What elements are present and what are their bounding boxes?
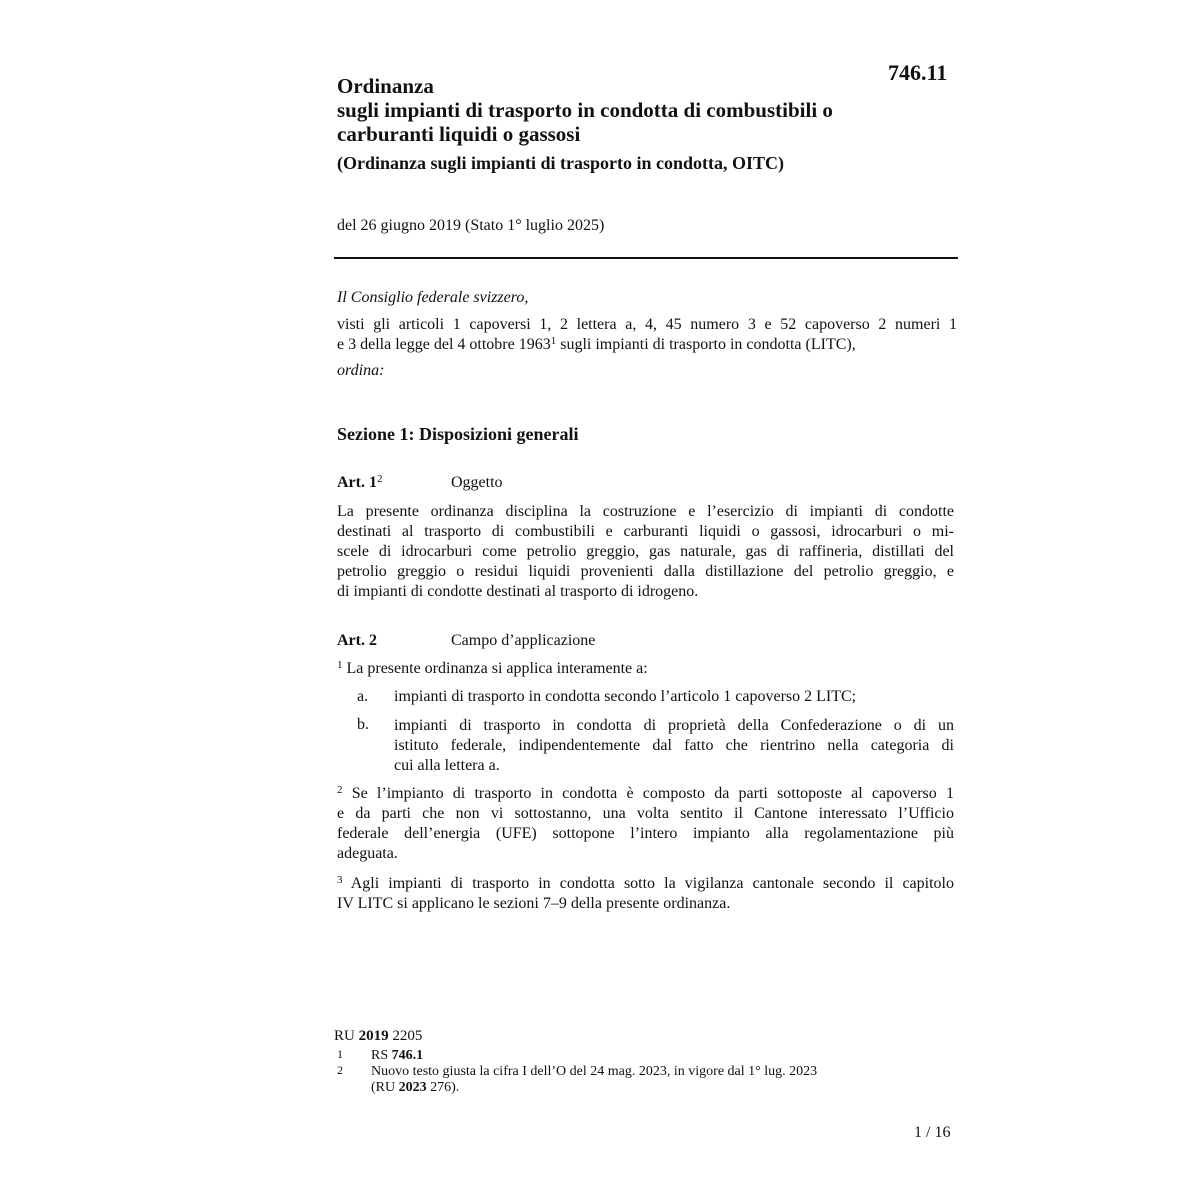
paragraph-text: Se l’impianto di trasporto in condotta è composto da parti sottoposte al capoverso 1: [342, 785, 954, 802]
title-line: carburanti liquidi o gassosi: [337, 122, 581, 146]
body-line: scele di idrocarburi come petrolio greggio, gas naturale, gas di raffineria, distillati del: [337, 543, 954, 560]
list-item-a: impianti di trasporto in condotta secondo l’articolo 1 capoverso 2 LITC;: [394, 688, 857, 705]
list-letter-a: a.: [357, 688, 369, 705]
footnote-number-1: 1: [337, 1047, 343, 1061]
footnote-text: (RU: [371, 1080, 399, 1095]
body-line: destinati al trasporto di combustibili e carburanti liquidi o gassosi, idrocarburi o mi-: [337, 523, 954, 540]
footnote-number-2: 2: [337, 1063, 343, 1077]
footnote-year: 2023: [398, 1080, 427, 1095]
footnote-line: [371, 1080, 817, 1096]
footnote-2: [371, 1064, 817, 1096]
footnote-ref-bold: 746.1: [391, 1048, 424, 1063]
footnote-ref-1[interactable]: 1: [550, 335, 557, 347]
article-1-body: [337, 502, 954, 602]
list-item-line: impianti di trasporto in condotta di proprietà della Confederazione o di un: [394, 717, 954, 734]
document-number: 746.11: [888, 60, 948, 85]
footnote-text: RS: [371, 1048, 392, 1063]
paragraph-line: e da parti che non vi sottostanno, una volta sentito il Cantone interessato l’Ufficio: [337, 805, 954, 822]
preamble-orders: ordina:: [337, 362, 385, 379]
article-label-text: Art. 1: [337, 474, 377, 491]
paragraph-text: La presente ordinanza si applica interamente a:: [342, 660, 648, 677]
paragraph-number: 2: [337, 784, 343, 796]
article-2-title: Campo d’applicazione: [451, 632, 596, 649]
paragraph-number: 3: [337, 874, 343, 886]
section-heading: Sezione 1: Disposizioni generali: [337, 424, 579, 444]
paragraph-line: federale dell’energia (UFE) sottopone l’intero impianto alla regolamentazione più: [337, 825, 954, 842]
article-1-label: [337, 474, 382, 492]
preamble-line-text: sugli impianti di trasporto in condotta (LITC),: [556, 336, 856, 353]
preamble-line-text: e 3 della legge del 4 ottobre 1963: [337, 336, 551, 353]
paragraph-2: [337, 784, 954, 864]
paragraph-line: IV LITC si applicano le sezioni 7–9 della presente ordinanza.: [337, 895, 731, 912]
body-line: di impianti di condotte destinati al trasporto di idrogeno.: [337, 583, 699, 600]
footnote-line: Nuovo testo giusta la cifra I dell’O del 24 mag. 2023, in vigore dal 1° lug. 2023: [371, 1064, 818, 1079]
document-date: del 26 giugno 2019 (Stato 1° luglio 2025): [337, 217, 605, 234]
publication-reference: [334, 1028, 422, 1044]
ru-page: 2205: [388, 1028, 423, 1044]
body-line: petrolio greggio o residui liquidi provenienti dalla distillazione del petrolio greggio, e: [337, 563, 954, 580]
footnote-ref-2[interactable]: 2: [376, 473, 383, 485]
preamble-line: visti gli articoli 1 capoversi 1, 2 lettera a, 4, 45 numero 3 e 52 capoverso 2 numeri 1: [337, 316, 957, 333]
ru-prefix: RU: [334, 1028, 359, 1044]
preamble-text: [337, 315, 957, 355]
preamble-authority: Il Consiglio federale svizzero,: [337, 289, 529, 306]
body-line: La presente ordinanza disciplina la costruzione e l’esercizio di impianti di condotte: [337, 503, 954, 520]
paragraph-text: Agli impianti di trasporto in condotta sotto la vigilanza cantonale secondo il capitolo: [342, 875, 954, 892]
paragraph-line: [337, 784, 954, 804]
document-title: [337, 74, 957, 146]
paragraph-1: [337, 660, 648, 678]
paragraph-line: adeguata.: [337, 845, 398, 862]
page-indicator: 1 / 16: [914, 1124, 951, 1141]
article-1-title: Oggetto: [451, 474, 503, 491]
header-divider: [334, 257, 958, 259]
list-item-b: [394, 716, 954, 776]
list-letter-b: b.: [357, 716, 369, 733]
preamble-line: [337, 335, 957, 355]
document-subtitle: (Ordinanza sugli impianti di trasporto in condotta, OITC): [337, 153, 785, 173]
footnote-text: 276).: [426, 1080, 460, 1095]
article-2-label: Art. 2: [337, 632, 377, 649]
list-item-line: istituto federale, indipendentemente dal fatto che rientrino nella categoria di: [394, 737, 954, 754]
list-item-line: cui alla lettera a.: [394, 757, 500, 774]
title-line: sugli impianti di trasporto in condotta di combustibili o: [337, 98, 833, 122]
paragraph-line: [337, 874, 954, 894]
paragraph-number: 1: [337, 659, 343, 671]
ru-year: 2019: [358, 1028, 389, 1044]
footnote-1: [371, 1048, 423, 1064]
paragraph-3: [337, 874, 954, 914]
title-line: Ordinanza: [337, 74, 434, 98]
